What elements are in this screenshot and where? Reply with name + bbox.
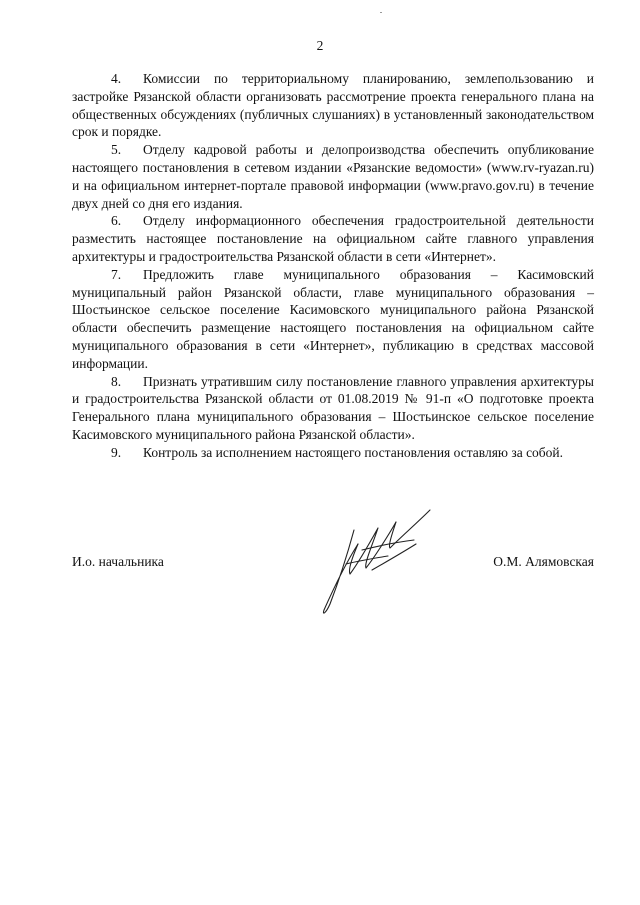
paragraph-number: 5. [111, 142, 122, 158]
paragraph-number: 7. [111, 266, 122, 282]
paragraph-7 [72, 266, 594, 373]
paragraph-number: 8. [111, 373, 122, 389]
paragraph-5 [72, 141, 594, 212]
paragraph-9 [72, 444, 594, 462]
signatory-name: О.М. Алямовская [493, 554, 594, 569]
paragraph-text: Комиссии по территориальному планированию, землепользованию и застройке Рязанской области организовать рассмотрение проекта генерального плана на общественных обсуждениях (публичных слушаниях) в установленный законодательством срок и порядке. [72, 71, 594, 140]
paragraph-number: 4. [111, 71, 122, 86]
page-number: 2 [316, 38, 324, 53]
paragraph-number: 6. [111, 213, 122, 229]
paragraph-text: Признать утратившим силу постановление главного управления архитектуры и градостроительства Рязанской области от 01.08.2019 № 91-п «О подготовке проекта Генерального плана муниципального образования – Шостьинское сельское поселение Касимовского муниципального района Рязанской области». [72, 373, 594, 442]
paragraph-text: Отделу информационного обеспечения градостроительной деятельности разместить настоящее постановление на официальном сайте главного управления архитектуры и градостроительства Рязанской области в сети «Интернет». [72, 213, 594, 264]
paragraph-text: Предложить главе муниципального образования – Касимовский муниципальный район Рязанской области, главе муниципального образования – Шостьинское сельское поселение Касимовского муниципального района Рязанской области обеспечить размещение настоящего постановления на официальном сайте муниципального образования в сети «Интернет», публикацию в средствах массовой информации. [72, 266, 594, 371]
handwritten-signature [318, 500, 438, 618]
paragraph-8 [72, 373, 594, 444]
scan-speck [380, 12, 382, 13]
document-body [72, 70, 594, 462]
signature-block [0, 498, 640, 618]
paragraph-number: 9. [111, 444, 122, 460]
paragraph-4 [72, 70, 594, 141]
paragraph-6 [72, 212, 594, 265]
signatory-title: И.о. начальника [72, 554, 164, 569]
paragraph-text: Контроль за исполнением настоящего постановления оставляю за собой. [143, 444, 564, 460]
paragraph-text: Отделу кадровой работы и делопроизводства обеспечить опубликование настоящего постановления в сетевом издании «Рязанские ведомости» (www.rv-ryazan.ru) и на официальном интернет-портале правовой информации (www.pravo.gov.ru) в течение двух дней со дня его издания. [72, 142, 594, 211]
